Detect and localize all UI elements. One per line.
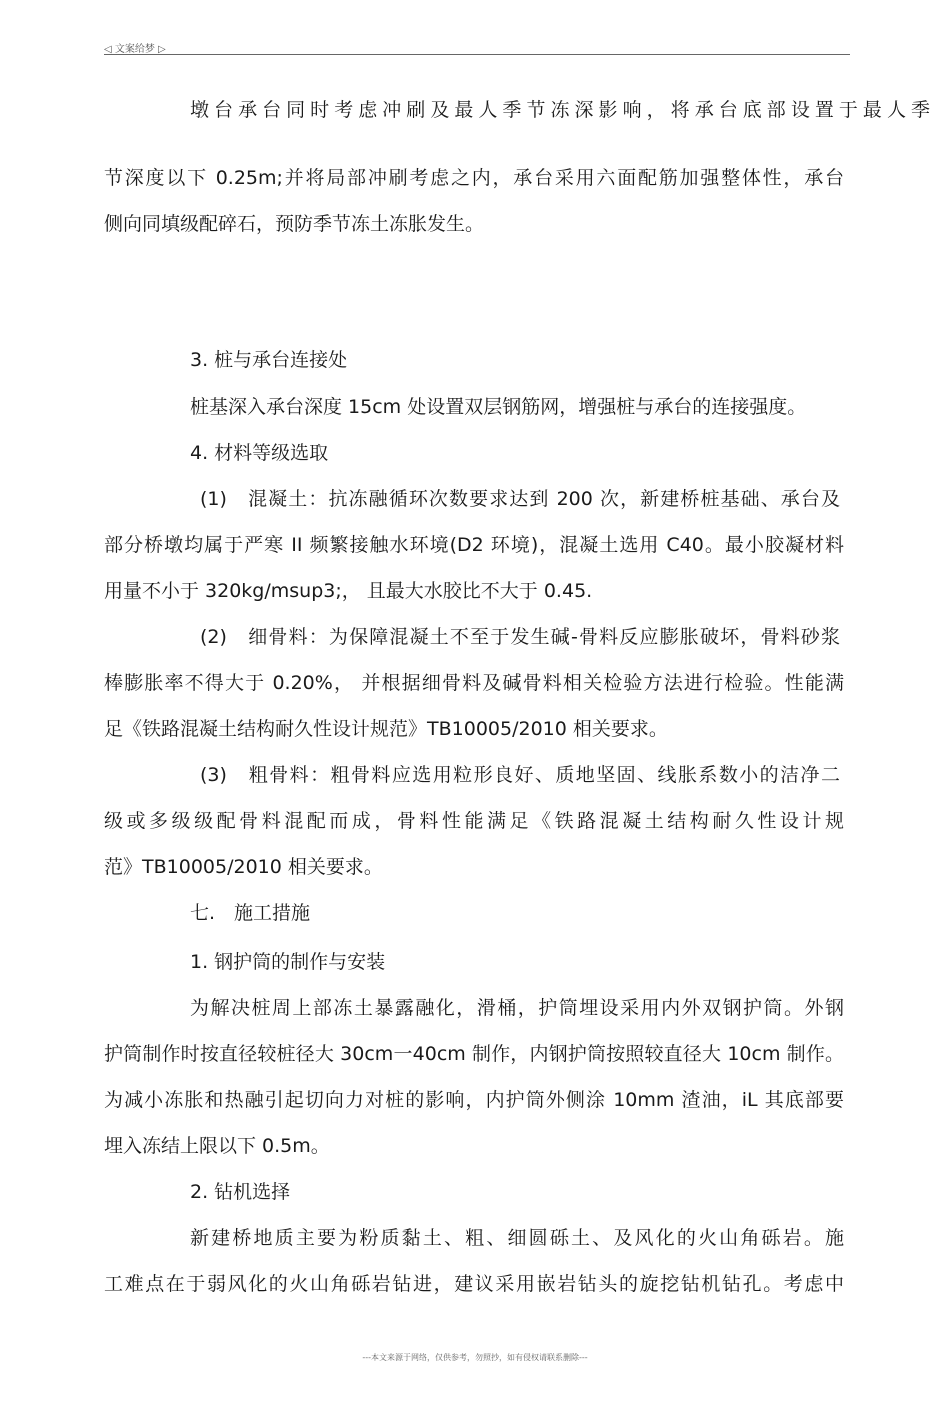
body-line: 级或多级级配骨料混配而成，骨料性能满足《铁路混凝土结构耐久性设计规: [104, 810, 844, 832]
body-line: 范》TB10005/2010 相关要求。: [104, 856, 383, 878]
section-heading: 2. 钻机选择: [190, 1181, 291, 1203]
body-line: 节深度以下 0.25m;并将局部冲刷考虑之内，承台采用六面配筋加强整体性，承台: [104, 167, 844, 189]
section-heading: 3. 桩与承台连接处: [190, 349, 348, 371]
body-line: 埋入冻结上限以下 0.5m。: [104, 1135, 330, 1157]
body-line: 工难点在于弱风化的火山角砾岩钻进，建议采用嵌岩钻头的旋挖钻机钻孔。考虑中: [104, 1273, 844, 1295]
list-item-line: (3) 粗骨料：粗骨料应选用粒形良好、质地坚固、线胀系数小的洁净二: [200, 764, 840, 786]
body-line: 为减小冻胀和热融引起切向力对桩的影响，内护筒外侧涂 10mm 渣油，iL 其底部要: [104, 1089, 844, 1111]
body-line: 护筒制作时按直径较桩径大 30cm一40cm 制作，内钢护筒按照较直径大 10cm 制作。: [104, 1043, 844, 1065]
body-line: 墩台承台同时考虑冲刷及最人季节冻深影响，将承台底部设置于最人季: [190, 99, 930, 121]
header-divider: [104, 54, 850, 55]
section-heading: 4. 材料等级选取: [190, 442, 329, 464]
page-header: ◁ 文案给梦 ▷: [104, 44, 166, 55]
body-line: 足《铁路混凝土结构耐久性设计规范》TB10005/2010 相关要求。: [104, 718, 668, 740]
body-line: 部分桥墩均属于严寒 II 频繁接触水环境(D2 环境)，混凝土选用 C40。最小胶凝材料: [104, 534, 844, 556]
list-item-line: (2) 细骨料：为保障混凝土不至于发生碱-骨料反应膨胀破坏，骨料砂浆: [200, 626, 840, 648]
body-line: 桩基深入承台深度 15cm 处设置双层钢筋网，增强桩与承台的连接强度。: [190, 396, 807, 418]
page-footer: ---本文来源于网络，仅供参考，勿照抄，如有侵权请联系删除---: [362, 1353, 588, 1362]
section-heading: 七. 施工措施: [190, 902, 311, 924]
body-line: 用量不小于 320kg/msup3;， 且最大水胶比不大于 0.45.: [104, 580, 593, 602]
body-line: 新建桥地质主要为粉质黏土、粗、细圆砾土、及风化的火山角砾岩。施: [190, 1227, 844, 1249]
section-heading: 1. 钢护筒的制作与安装: [190, 951, 386, 973]
body-line: 为解决桩周上部冻土暴露融化，滑桶，护筒埋设采用内外双钢护筒。外钢: [190, 997, 844, 1019]
body-line: 侧向同填级配碎石，预防季节冻土冻胀发生。: [104, 213, 485, 235]
body-line: 棒膨胀率不得大于 0.20%， 并根据细骨料及碱骨料相关检验方法进行检验。性能满: [104, 672, 844, 694]
list-item-line: (1) 混凝土：抗冻融循环次数要求达到 200 次，新建桥桩基础、承台及: [200, 488, 840, 510]
